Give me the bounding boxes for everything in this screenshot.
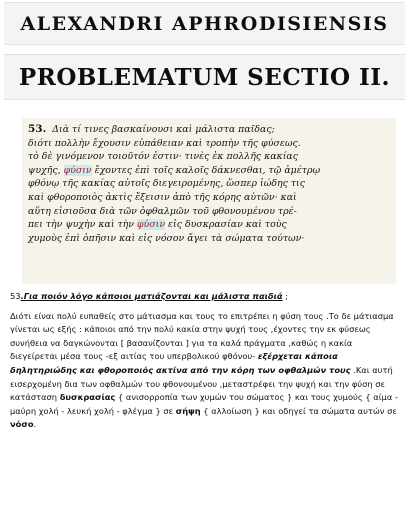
scan-line: διότι πολλὴν ἔχουσιν εὐπάθειαν καὶ τροπὴν τῆς φύσεως. xyxy=(28,137,301,149)
emphasis-disease: νόσο xyxy=(10,419,34,430)
highlighted-word: φύσιν xyxy=(63,164,92,176)
scan-line: τὸ δὲ γινόμενον τοιοῦτόν ἐστιν· τινὲς ἐκ πολλῆς κακίας xyxy=(28,151,298,163)
scan-line: φθόνῳ τῆς κακίας αὐτοῖς διεγειρομένης, ὥσπερ ἰώδης τις xyxy=(28,178,305,190)
emphasis-sepsis: σήψη xyxy=(175,405,201,416)
section-banner xyxy=(4,54,405,100)
emphasis-dyskrasia: δυσκρασίας xyxy=(59,392,116,403)
scan-line: αὕτη εἰσιοῦσα διὰ τῶν ὀφθαλμῶν τοῦ φθονουμένου τρέ- xyxy=(28,205,297,217)
highlighted-word: φύσιν xyxy=(136,219,166,231)
translation-heading: 53.Για ποιόν λόγο κάποιοι ματιάζονται και μάλιστα παιδιά ; xyxy=(10,291,288,301)
scan-line: καὶ φθοροποιὸς ἀκτὶς ἔξεισιν ἀπὸ τῆς κόρης αὐτῶν· καὶ xyxy=(28,191,297,203)
translation-question: .Για ποιόν λόγο κάποιοι ματιάζονται και μάλιστα παιδιά xyxy=(20,291,283,301)
scan-line: πει τὴν ψυχὴν καὶ τὴν φύσιν εἰς δυσκρασίαν καὶ τοὺς xyxy=(28,219,287,231)
scanned-greek-text xyxy=(22,118,396,284)
translation-block xyxy=(10,290,402,432)
translation-paragraph: Διότι είναι πολύ ευπαθείς στο μάτιασμα και τους το επιτρέπει η φύση τους .Το δε μάτιασμα γίνεται ως εξής : κάποιοι από την πολύ κακία στην ψυχή τους ,έχοντες την εκ φύσεως συνήθεια να δαγκώνονται [ βασανίζονται ] για τα καλά πράγματα ,καθώς η κακία διεγείρεται μέσα τους -εξ αιτίας του υπερβολικού φθόνου- εξέρχεται κάποια δηλητηριώδης και φθοροποιός ακτίνα από την κόρη των οφθαλμών τους .Και αυτή εισερχομένη δια των οφθαλμών του φθονουμένου ,μεταστρέφει την ψυχή και την φύση σε κατάσταση δυσκρασίας { ανισορροπία των χυμών του σώματος } και τους χυμούς { αίμα - μαύρη χολή - λευκή χολή - φλέγμα } σε σήψη { αλλοίωση } και οδηγεί τα σώματα αυτών σε νόσο. xyxy=(10,310,398,430)
scan-line: χυμοὺς ἐπὶ ὀπῆσιν καὶ εἰς νόσον ἄγει τὰ σώματα τούτων· xyxy=(28,232,305,244)
author-title: ALEXANDRI APHRODISIENSIS xyxy=(20,12,389,35)
scan-line: 53. Διὰ τί τινες βασκαίνουσι καὶ μάλιστα παῖδας; xyxy=(28,123,275,135)
emphasis-ray: εξέρχεται κάποια δηλητηριώδης και φθοροποιός ακτίνα από την κόρη των οφθαλμών τους xyxy=(10,351,351,375)
author-banner xyxy=(4,2,405,45)
problem-number: 53. xyxy=(28,123,47,135)
section-title: PROBLEMATUM SECTIO II. xyxy=(18,63,391,91)
translation-number: 53 xyxy=(10,291,21,301)
scan-line: ψυχῆς, φύσιν ἔχοντες ἐπὶ τοῖς καλοῖς δάκνεσθαι, τῷ ἀμέτρῳ xyxy=(28,164,321,176)
